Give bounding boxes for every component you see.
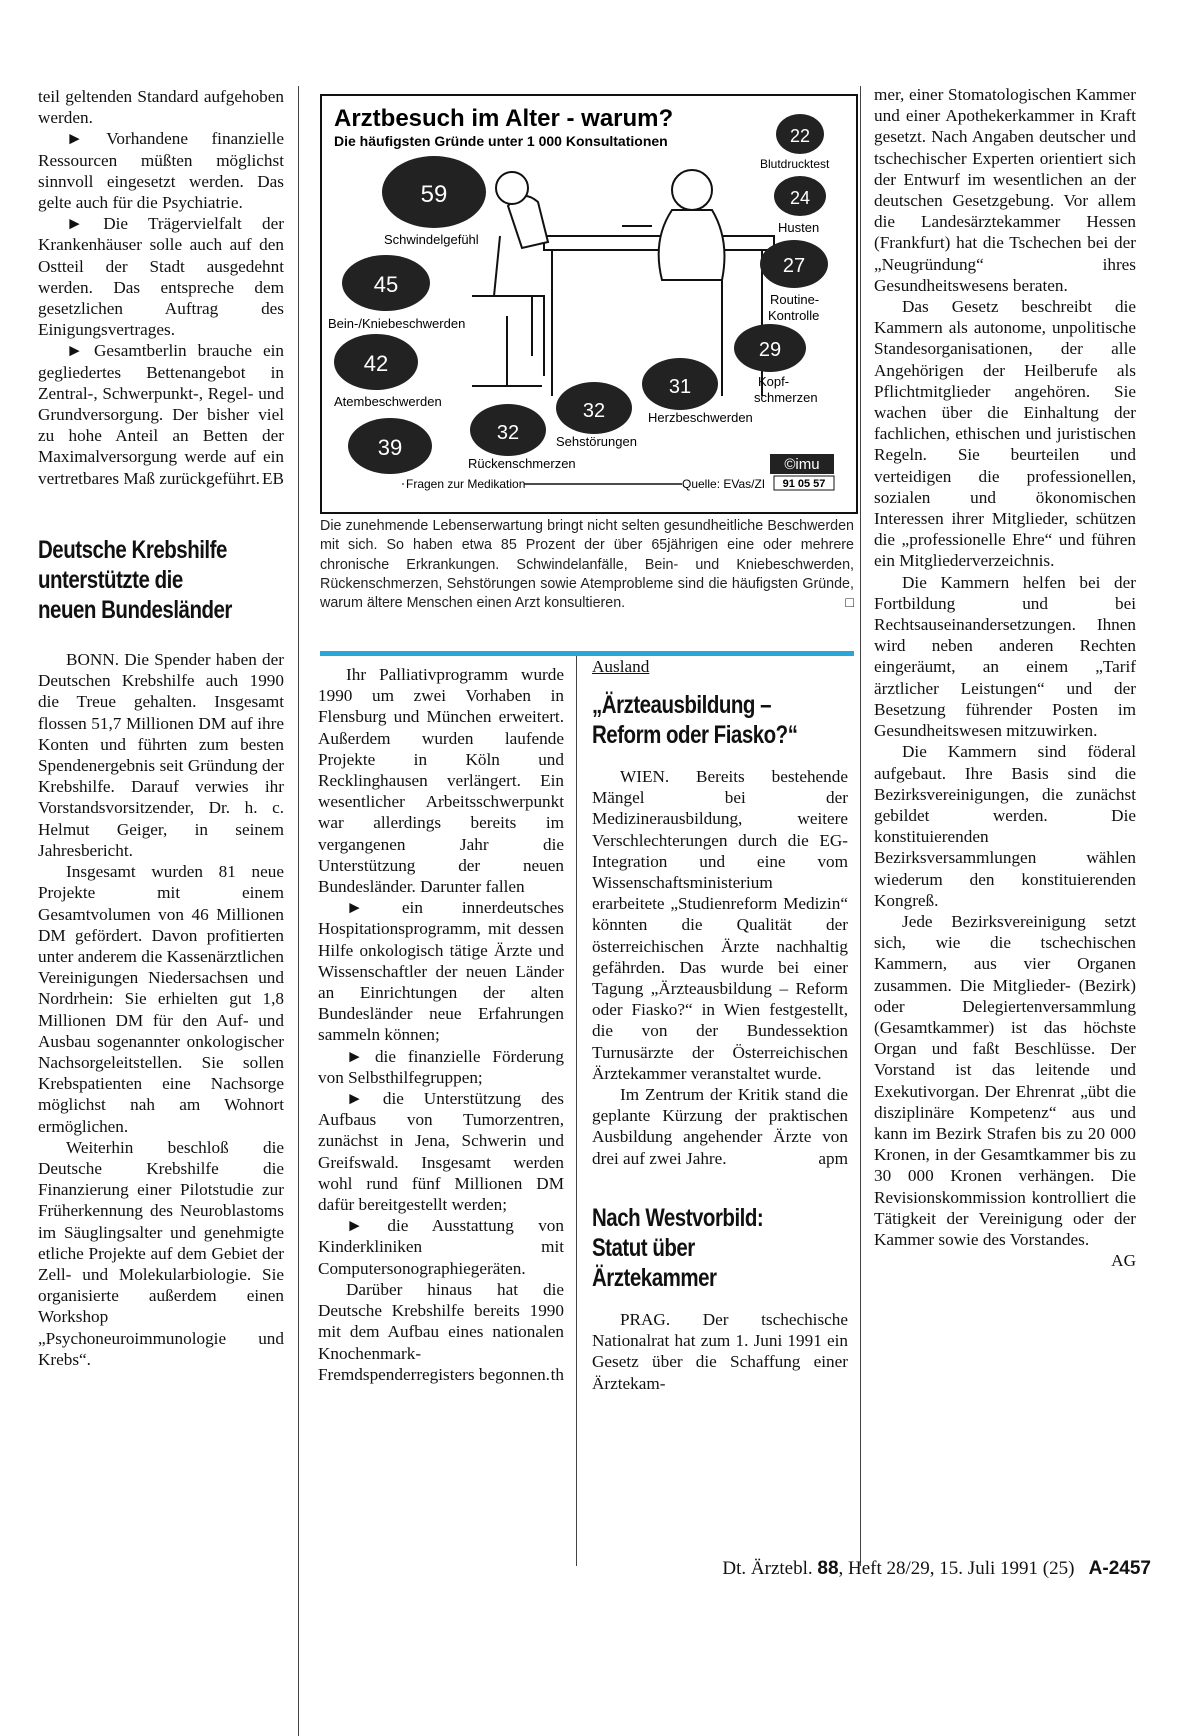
headline-line: Ärztekammer — [592, 1264, 717, 1293]
column-divider — [298, 86, 299, 1736]
author-signature: th — [550, 1364, 564, 1384]
author-signature: EB — [262, 468, 284, 488]
bullet-paragraph: ► ein innerdeutsches Hospitationsprogramm, mit dessen Hilfe onkologisch tätige Ärzte und Wissenschaftler der neuen Länder an Einrichtungen der alten Bundesländer neue Erfahrungen sammeln können; — [318, 898, 564, 1045]
bullet-paragraph: ► Die Trägervielfalt der Krankenhäuser solle auch auf den Ostteil der Stadt ausgedehnt werden. Das entspreche dem gesetzlichen Auftrag des Einigungsvertrages. — [38, 214, 284, 340]
value-label: 42 — [363, 351, 389, 376]
author-signature: apm — [818, 1148, 848, 1168]
category-label: Herzbeschwerden — [648, 410, 753, 425]
category-label: Atembeschwerden — [334, 394, 442, 409]
infographic-subtitle: Die häufigsten Gründe unter 1 000 Konsultationen — [334, 133, 668, 149]
paragraph: Jede Bezirksvereinigung setzt sich, wie die tschechischen Kammern, aus vier Organen zusammen. Die Mitglieder- (Bezirk) oder Delegiertenversammlung (Gesamtkammer) ist das höchste Organ und faßt Beschlüsse. Der Vorstand ist das leitende und Exekutivorgan. Der Ehrenrat „übt die disziplinäre Kompetenz“ aus und kann im Bezirk Strafen bis zu 20 000 Kronen, in der Gesamtkammer bis zu 30 000 Kronen verhängen. Die Revisionskommission kontrolliert die Tätigkeit der Vereinigung oder der Kammer sowie des Vorstandes. — [874, 911, 1136, 1249]
bullet-paragraph: ► die Unterstützung des Aufbaus von Tumorzentren, zunächst in Jena, Schwerin und Greifswald. Insgesamt werden wohl rund fünf Millionen DM dafür bereitgestellt werden; — [318, 1089, 564, 1215]
value-label: 39 — [377, 435, 403, 460]
paragraph: Das Gesetz beschreibt die Kammern als autonome, unpolitische Standesorganisationen, der alle Angehörigen der Heilberufe als Pflichtmitglieder angehören. Sie wachen über die Einhaltung der fachlichen, ethischen und juristischen Regeln. Sie beurteilen und verteidigen die professionellen, sozialen und ökonomischen Interessen ihrer Mitglieder, schützen die „professionelle Ehre“ und führen ein Mitgliederverzeichnis. — [874, 297, 1136, 571]
category-label: Rückenschmerzen — [468, 456, 576, 471]
infographic-caption — [320, 517, 854, 613]
paragraph: Insgesamt wurden 81 neue Projekte mit einem Gesamtvolumen von 46 Millionen DM gefördert. Davon profitierten unter anderem die Kassenärztlichen Vereinigungen Niedersachsen und Nordrhein: Sie erhielten gut 1,8 Millionen DM für den Auf- und Ausbau sogenannter onkologischer Nachsorgeleitstellen. Sie sollen Krebspatienten eine Nachsorge möglichst nah am Wohnort ermöglichen. — [38, 862, 284, 1136]
category-label: Bein-/Kniebeschwerden — [328, 316, 466, 331]
headline-line: Deutsche Krebshilfe — [38, 536, 227, 565]
graphic-code: 91 05 57 — [782, 478, 826, 490]
headline-line: Reform oder Fiasko?“ — [592, 721, 798, 749]
paragraph: BONN. Die Spender haben der Deutschen Krebshilfe auch 1990 die Treue gehalten. Insgesamt flossen 51,7 Millionen DM auf ihre Konten und führten zum besten Spendenergebnis seit Gründung der Krebshilfe. Darauf verwies ihr Vorstandsvorsitzender, Dr. h. c. Helmut Geiger, in seinem Jahresbericht. — [38, 650, 284, 860]
journal-name: Dt. Ärztebl. — [722, 1558, 813, 1579]
headline-line: „Ärzteausbildung – — [592, 691, 772, 719]
paragraph: mer, einer Stomatologischen Kammer und einer Apothekerkammer in Kraft gesetzt. Nach Angaben deutscher und tschechischer Experten orientiert sich der Entwurf im wesentlichen an der deutschen Gesetzgebung. Vor allem die Landesärztekammer Hessen (Frankfurt) hat die Tschechen bei der „Neugründung“ ihres Gesundheitswesens beraten. — [874, 85, 1136, 295]
column-4 — [874, 84, 1136, 1271]
imu-logo: ©imu — [784, 456, 820, 473]
headline-line: neuen Bundesländer — [38, 596, 232, 625]
value-label: 31 — [668, 376, 692, 398]
headline-aerzteausbildung — [592, 690, 848, 750]
paragraph: WIEN. Bereits bestehende Mängel bei der Medizinerausbildung, weitere Verschlechterungen durch die EG-Integration und eine vom Wissenschaftsministerium erarbeitete „Studienreform Medizin“ könnten die Qualität der österreichischen Ärzte nachhaltig gefährden. Das wurde bei einer Tagung „Ärzteausbildung – Reform oder Fiasko?“ in Wien festgestellt, die von der Bundessektion Turnusärzte der Österreichischen Ärztekammer veranstaltet wurde. — [592, 767, 848, 1083]
column-2 — [318, 664, 564, 1385]
infographic-graphic — [322, 96, 856, 512]
paragraph: PRAG. Der tschechische Nationalrat hat zum 1. Juni 1991 ein Gesetz über die Schaffung einer Ärztekam- — [592, 1310, 848, 1393]
paragraph: Die Kammern helfen bei der Fortbildung und bei Rechtsauseinandersetzungen. Ihnen wird neben anderen Rechten eingeräumt, an einem „Tarif ärztlicher Leistungen“ und der Besetzung führender Posten im Gesundheitswesen mitzuwirken. — [874, 572, 1136, 741]
doctor-patient-illustration — [472, 170, 774, 396]
caption-text: Die zunehmende Lebenserwartung bringt nicht selten gesundheitliche Beschwerden mit sich. So haben etwa 85 Prozent der über 65jährigen eine oder mehrere chronische Erkrankungen. Schwindelanfälle, Bein- und Kniebeschwerden, Rückenschmerzen, Sehstörungen sowie Atemprobleme sind die häufigsten Gründe, warum ältere Menschen einen Arzt konsultieren. — [320, 518, 854, 612]
category-label: Fragen zur Medikation — [406, 477, 526, 491]
data-circle-27 — [760, 240, 828, 323]
paragraph: Im Zentrum der Kritik stand die geplante Kürzung der praktischen Ausbildung angehender Ärzte von drei auf zwei Jahre. — [592, 1085, 848, 1168]
category-label: Kopf- — [758, 374, 790, 389]
data-circle-31 — [642, 358, 753, 425]
value-label: 29 — [758, 339, 782, 361]
value-label: 32 — [496, 422, 520, 444]
infographic-title: Arztbesuch im Alter - warum? — [334, 105, 674, 132]
headline-westvorbild — [592, 1203, 848, 1293]
value-label: 24 — [789, 188, 811, 208]
bullet-paragraph: ► die Ausstattung von Kinderkliniken mit Computersonographiegeräten. — [318, 1216, 564, 1278]
data-circle-29 — [734, 324, 818, 405]
volume-number: 88 — [817, 1558, 839, 1579]
category-label: Kontrolle — [768, 308, 820, 323]
bullet-paragraph: ► die finanzielle Förderung von Selbsthilfegruppen; — [318, 1046, 564, 1087]
column-divider — [860, 86, 861, 1566]
category-label: Blutdrucktest — [760, 157, 830, 171]
page-number: A-2457 — [1088, 1558, 1151, 1579]
paragraph: Weiterhin beschloß die Deutsche Krebshilfe die Finanzierung einer Pilotstudie zur Früherkennung des Neuroblastoms im Säuglingsalter und genehmigte etliche Projekte auf dem Gebiet der Zell- und Molekularbiologie. Sie organisierte außerdem einen Workshop „Psychoneuroimmunologie und Krebs“. — [38, 1137, 284, 1369]
data-circle-22 — [760, 114, 830, 171]
column-1 — [38, 86, 284, 1370]
section-kicker: Ausland — [592, 657, 650, 676]
issue-info: , Heft 28/29, 15. Juli 1991 (25) — [838, 1558, 1075, 1579]
bullet-paragraph: ► Vorhandene finanzielle Ressourcen müßten möglichst sinnvoll eingesetzt werden. Das gelte auch für die Psychiatrie. — [38, 129, 284, 213]
category-label: Husten — [778, 220, 820, 235]
source-label: Quelle: EVas/ZI — [682, 477, 766, 491]
paragraph: teil geltenden Standard aufgehoben werden. — [38, 87, 284, 128]
author-signature: AG — [1111, 1251, 1136, 1271]
data-circle-42 — [334, 334, 442, 409]
paragraph: Darüber hinaus hat die Deutsche Krebshilfe bereits 1990 mit dem Aufbau eines nationalen Knochenmark-Fremdspenderregisters begonnen. — [318, 1279, 564, 1384]
column-3 — [592, 656, 848, 1394]
headline-line: unterstützte die — [38, 566, 183, 595]
category-label: Schwindelgefühl — [384, 232, 479, 247]
category-label: Routine- — [770, 292, 820, 307]
bullet-paragraph: ► Gesamtberlin brauche ein gegliedertes Bettenangebot in Zentral-, Schwerpunkt-, Regel- und Grundversorgung. Der bisher viel zu hohe Anteil an Betten der Maximalversorgung werde auf ein vertretbares Maß zurückgeführt. — [38, 341, 284, 488]
data-circle-45 — [328, 255, 465, 331]
value-label: 32 — [582, 400, 606, 422]
column-divider — [576, 656, 577, 1566]
category-label: Sehstörungen — [556, 434, 637, 449]
page-footer — [722, 1558, 1151, 1580]
data-circle-32-seh — [556, 382, 637, 449]
headline-line: Statut über — [592, 1234, 695, 1263]
value-label: 45 — [373, 272, 399, 297]
paragraph: Die Kammern sind föderal aufgebaut. Ihre Basis sind die Bezirksvereinigungen, die zunächst gebildet werden. Die konstituierenden Bezirksversammlungen wählen wiederum den konstituierenden Kongreß. — [874, 742, 1136, 910]
value-label: 59 — [420, 181, 448, 208]
data-circle-59 — [382, 156, 486, 247]
paragraph: Ihr Palliativprogramm wurde 1990 um zwei Vorhaben in Flensburg und München erweitert. Außerdem wurden laufende Projekte in Köln und Recklinghausen verlängert. Ein wesentlicher Arbeitsschwerpunkt war allerdings bereits im vergangenen Jahr die Unterstützung der neuen Bundesländer. Darunter fallen — [318, 665, 564, 897]
value-label: 27 — [782, 255, 806, 277]
headline-krebshilfe — [38, 535, 284, 625]
data-circle-24 — [774, 176, 826, 235]
end-mark: □ — [845, 595, 854, 612]
headline-line: Nach Westvorbild: — [592, 1204, 764, 1233]
category-label: schmerzen — [754, 390, 818, 405]
infographic — [320, 94, 858, 514]
value-label: 22 — [789, 126, 811, 146]
